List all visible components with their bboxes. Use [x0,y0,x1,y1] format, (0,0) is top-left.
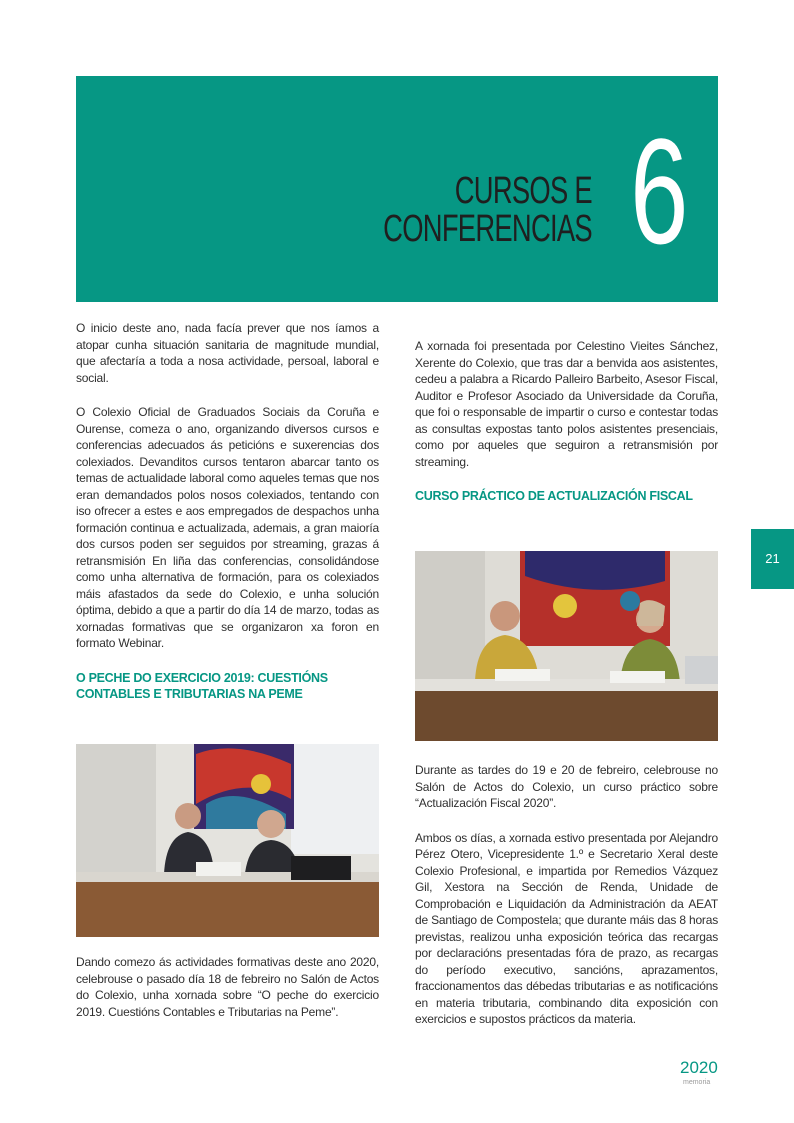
chapter-number: 6 [629,107,688,275]
presentation-paragraph: A xornada foi presentada por Celestino Vieites Sánchez, Xerente do Colexio, que tras dar a benvida aos asistentes, cedeu a palabra a Ricardo Palleiro Barbeito, Asesor Fiscal, Auditor e Profesor Asociado da Universidade da Coruña, que foi o responsable de impartir o curso e contestar todas as consultas expostas tanto polos asistentes presenciais, como por aqueles que seguiron a retransmisión por streaming. [415,339,718,469]
section-heading-actualizacion: CURSO PRÁCTICO DE ACTUALIZACIÓN FISCAL [415,489,693,503]
fiscal-course-paragraph: Durante as tardes do 19 e 20 de febreiro, celebrouse no Salón de Actos do Colexio, un curso práctico sobre “Actualización Fiscal 2020”. [415,763,718,810]
photo-peche-exercicio [76,744,379,937]
chapter-title-line1: CURSOS E [454,170,592,212]
photo-actualizacion-illustration [415,551,718,741]
photo-peche-illustration [76,744,379,937]
chapter-title-line2: CONFERENCIAS [383,208,592,250]
left-column [76,320,379,720]
right-column [415,338,718,522]
colexio-paragraph: O Colexio Oficial de Graduados Sociais da Coruña e Ourense, comeza o ano, organizando diversos cursos e conferencias adecuados ás peticións e suxerencias dos colexiados. Devanditos cursos tentaron abarcar tanto os temas de actualidade laboral como aqueles temas que nos eran demandados polos nosos colexiados, tentando con iso ofrecer a estes e aos empregados de despachos unha formación continua e actualizada, ademais, a gran maioría dos cursos poden ser seguidos por streaming, grazas á retransmisión En liña das conferencias, consolidándose como unha alternativa de formación, para os colexiados máis afastados da sede do Colexio, e unha solución óptima, debido a que a partir do día 14 de marzo, todas as xornadas formativas que se organizaron xa foron en formato Webinar. [76,405,379,650]
chapter-header [76,76,718,302]
left-caption-block [76,954,379,1038]
photo-actualizacion-fiscal [415,551,718,741]
peche-caption-paragraph: Dando comezo ás actividades formativas deste ano 2020, celebrouse o pasado día 18 de febreiro no Salón de Actos do Colexio, unha xornada sobre “O peche do exercicio 2019. Cuestións Contables e Tributarias na Peme”. [76,955,379,1019]
footer-subtitle: memoria [683,1079,711,1086]
fiscal-details-paragraph: Ambos os días, a xornada estivo presentada por Alejandro Pérez Otero, Vicepresidente 1.º e Secretario Xeral deste Colexio Profesional, e impartida por Remedios Vázquez Gil, Xestora na Sección de Renda, Unidade de Comprobación e Liquidación da Administración da AEAT de Santiago de Compostela; que durante máis das 8 horas previstas, realizou unha exposición teórica das recargas por declaracións presentadas fóra de prazo, as recargas do período executivo, sancións, aprazamentos, fraccionamentos das débedas tributarias e as notificacións en materia tributaria, combinando dita exposición con exercicios e supostos prácticos da materia. [415,830,718,1026]
intro-paragraph: O inicio deste ano, nada facía prever que nos íamos a atopar cunha situación sanitaria de magnitude mundial, que afectaría a toda a nosa actividade, persoal, laboral e social. [76,321,379,385]
footer-year: 2020 [680,1058,718,1077]
chapter-title [383,172,592,248]
page-number-tab: 21 [751,529,794,589]
section-heading-peche: O PECHE DO EXERCICIO 2019: CUESTIÓNS CONTABLES E TRIBUTARIAS NA PEME [76,670,328,701]
right-caption-block [415,762,718,1046]
